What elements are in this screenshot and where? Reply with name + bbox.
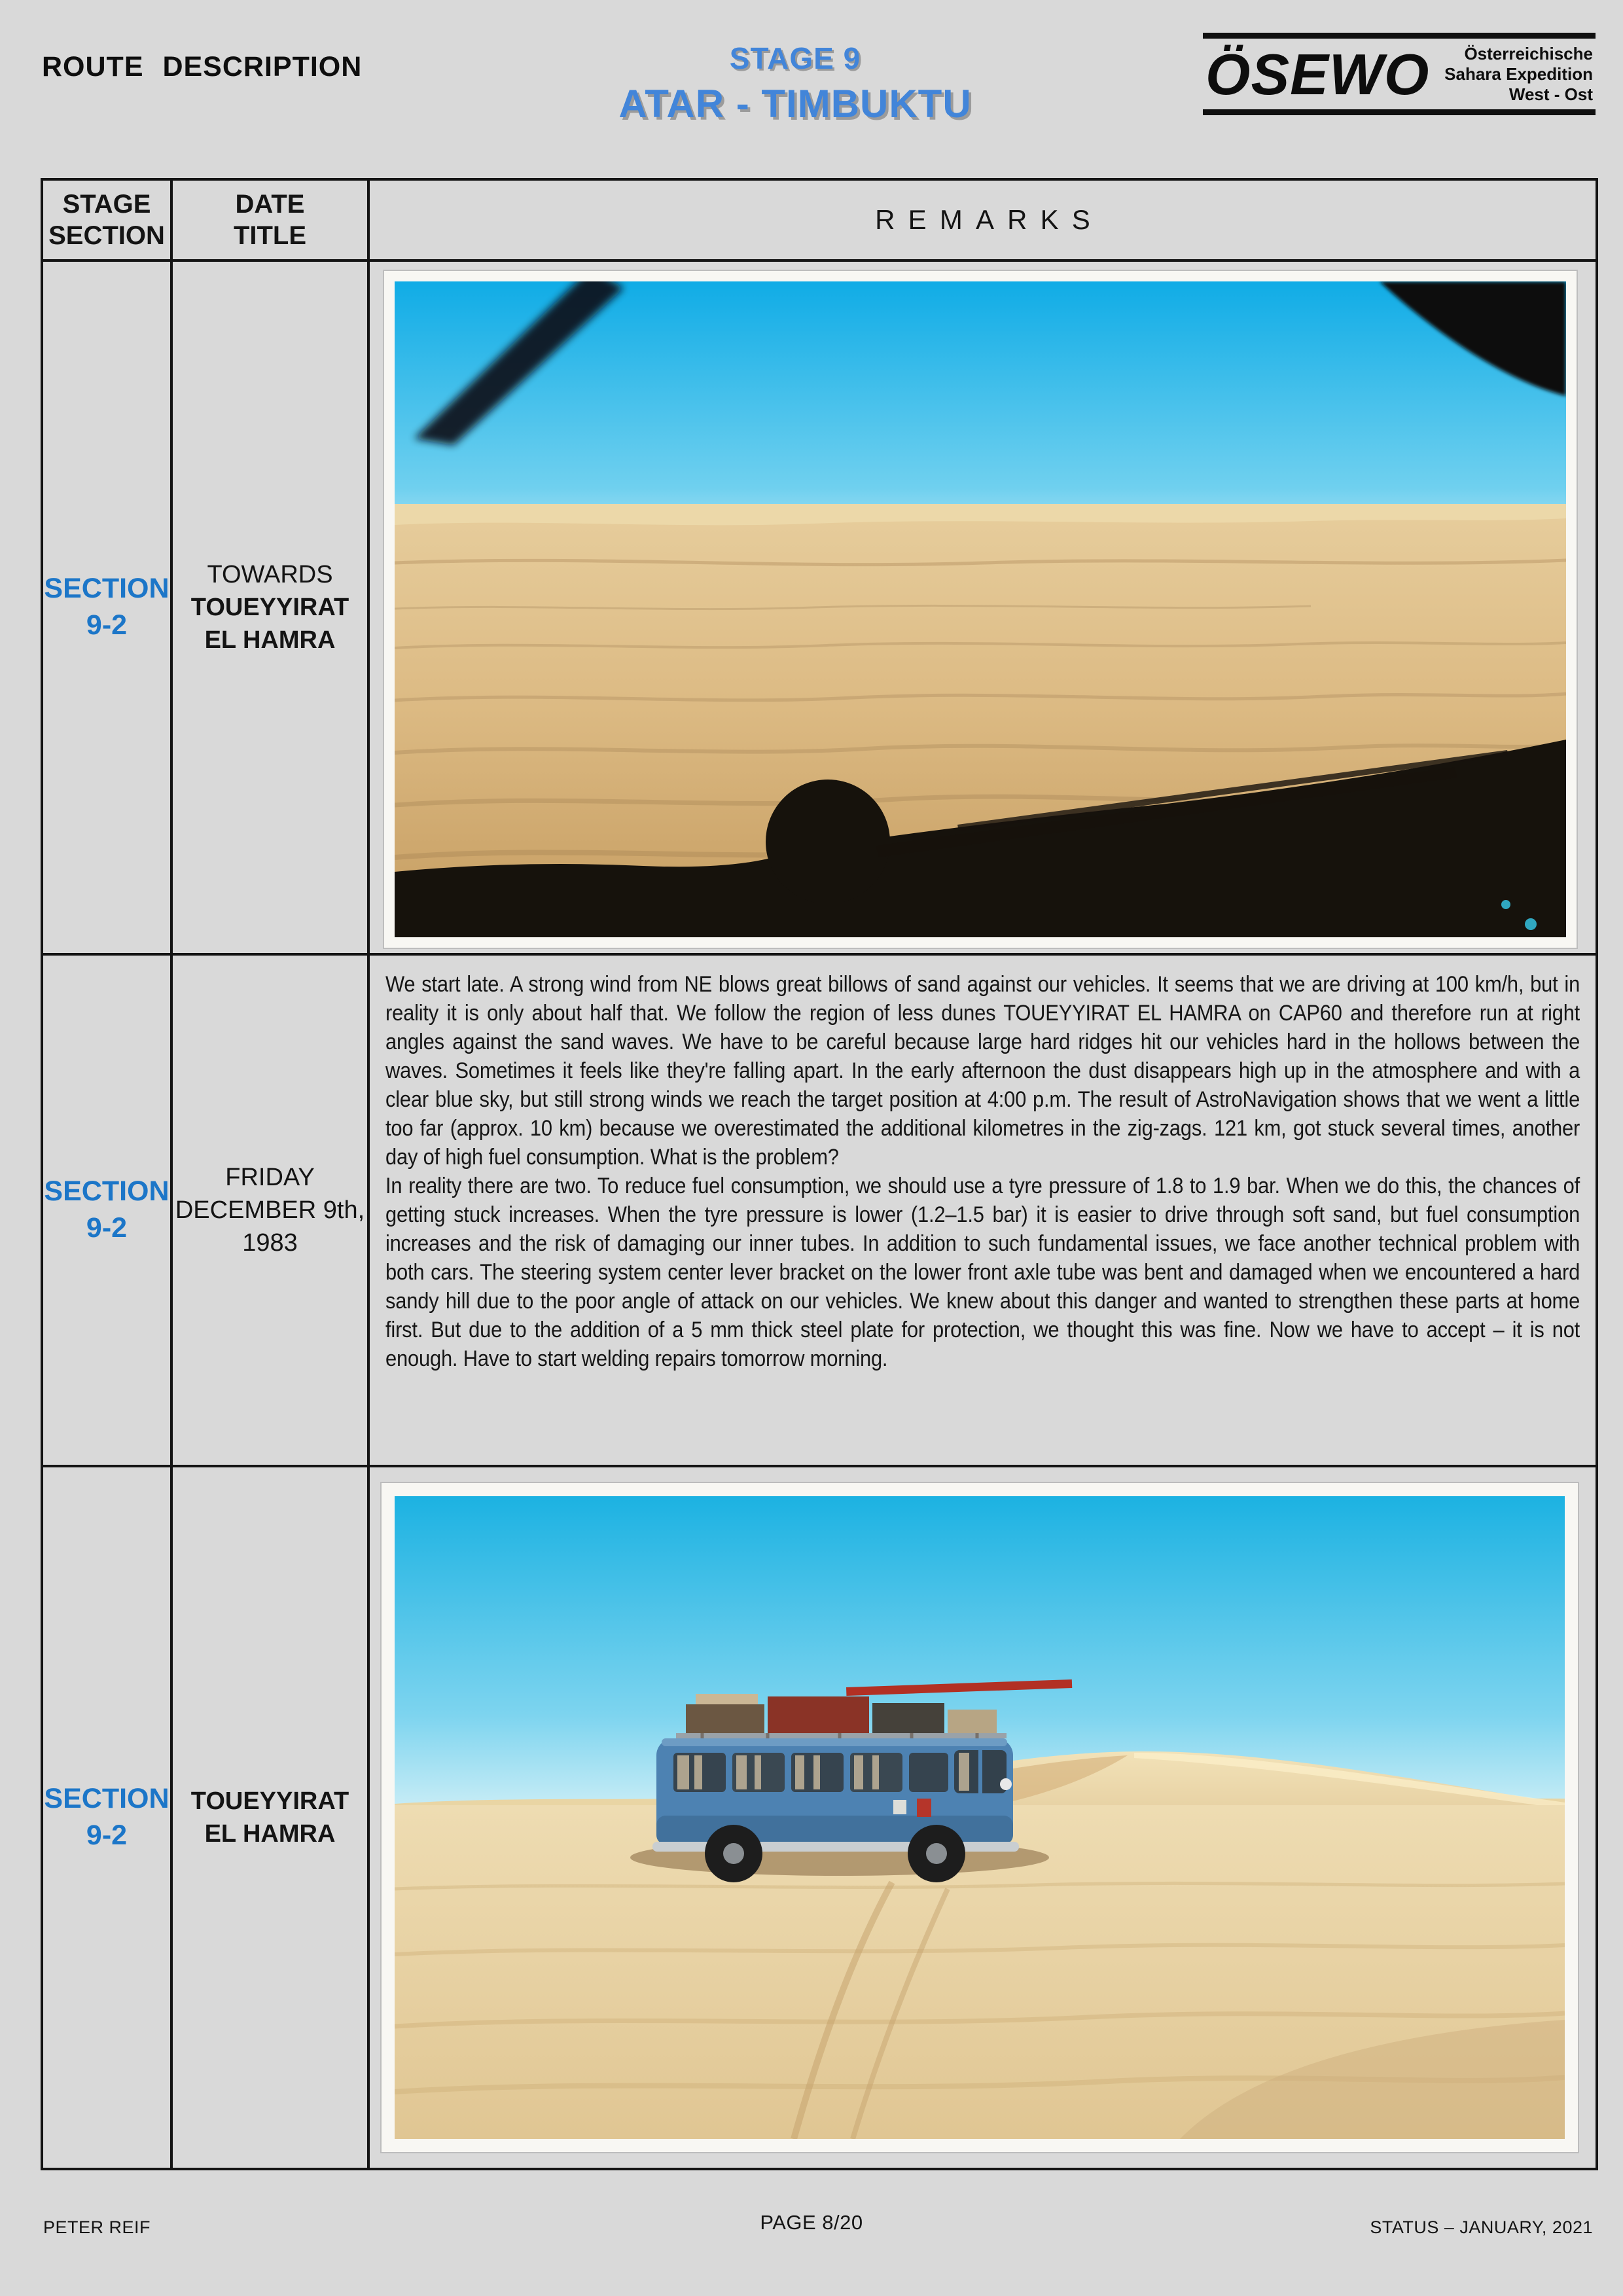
stage-number: STAGE 9 <box>729 41 861 75</box>
photo-frame-vw-bus <box>382 1483 1578 2152</box>
osewo-logo <box>1203 33 1596 115</box>
logo-top-rule <box>1203 33 1596 39</box>
footer-author: PETER REIF <box>43 2217 151 2237</box>
table-row1-title-cell: TOWARDS TOUEYYIRAT EL HAMRA <box>173 262 370 956</box>
footer-status: STATUS – JANUARY, 2021 <box>1370 2217 1593 2237</box>
stage-route-title: ATAR - TIMBUKTU <box>618 82 972 126</box>
logo-subtitle-line2: Sahara Expedition <box>1444 64 1593 84</box>
logo-subtitle <box>1444 44 1593 105</box>
stage-heading <box>618 41 971 126</box>
section-badge: SECTION 9-2 <box>44 1783 169 1851</box>
section-badge: SECTION 9-2 <box>44 1175 169 1244</box>
photo-vw-bus-in-dunes <box>395 1496 1565 2139</box>
logo-bottom-rule <box>1203 109 1596 115</box>
table-row3-section-cell <box>43 1467 173 2168</box>
remarks-text <box>385 970 1580 1373</box>
table-row1-section-cell <box>43 262 173 956</box>
footer-page-number: PAGE 8/20 <box>760 2211 863 2234</box>
table-row1-remarks-cell <box>370 262 1596 956</box>
photo-frame-windshield <box>384 271 1577 948</box>
table-row2-remarks-cell <box>370 956 1596 1467</box>
table-row3-remarks-cell <box>370 1467 1596 2168</box>
table-row3-title-cell: TOUEYYIRAT EL HAMRA <box>173 1467 370 2168</box>
remarks-paragraph-1: We start late. A strong wind from NE blows great billows of sand against our vehicles. It seems that we are driving at 100 km/h, but in reality it is only about half that. We follow the region of less dunes TOUEYYIRAT EL HAMRA on CAP60 and therefore run at right angles against the sand waves. We have to be careful because large hard ridges hit our vehicles hard in the hollows between the waves. Sometimes it feels like they're falling apart. In the early afternoon the dust disappears high up in the atmosphere and with a clear blue sky, but still strong winds we reach the target position at 4:00 p.m. The result of AstroNavigation shows that we went a little too far (approx. 10 km) because we overestimated the additional kilometres in the zig-zags. 121 km, got stuck several times, another day of high fuel consumption. What is the problem? <box>385 972 1580 1170</box>
column-header-stage-section: STAGE SECTION <box>43 181 173 262</box>
table-row2-section-cell <box>43 956 173 1467</box>
logo-subtitle-line1: Österreichische <box>1464 44 1593 63</box>
column-header-remarks: REMARKS <box>370 181 1596 262</box>
remarks-paragraph-2: In reality there are two. To reduce fuel consumption, we should use a tyre pressure of 1.8 to 1.9 bar. When we do this, the chances of getting stuck increases. When the tyre pressure is lower (1.2–1.5 bar) it is easier to drive through soft sand, but fuel consumption increases and the risk of damaging our inner tubes. In addition to such fundamental issues, we face another technical problem with both cars. The steering system center lever bracket on the lower front axle tube was bent and damaged when we encountered a hard sandy hill due to the poor angle of attack on our vehicles. We knew about this danger and wanted to strengthen these parts at home first. But due to the addition of a 5 mm thick steel plate for protection, we thought this was fine. Now we have to accept – it is not enough. Have to start welding repairs tomorrow morning. <box>385 1174 1580 1371</box>
logo-subtitle-line3: West - Ost <box>1508 84 1593 105</box>
table-row2-date-cell: FRIDAY DECEMBER 9th, 1983 <box>173 956 370 1467</box>
column-header-date-title: DATE TITLE <box>173 181 370 262</box>
photo-windshield-desert-view <box>395 281 1566 937</box>
logo-acronym: ÖSEWO <box>1205 41 1430 107</box>
route-table <box>41 178 1598 2170</box>
page-title: ROUTE DESCRIPTION <box>42 51 363 82</box>
section-badge: SECTION 9-2 <box>44 573 169 641</box>
